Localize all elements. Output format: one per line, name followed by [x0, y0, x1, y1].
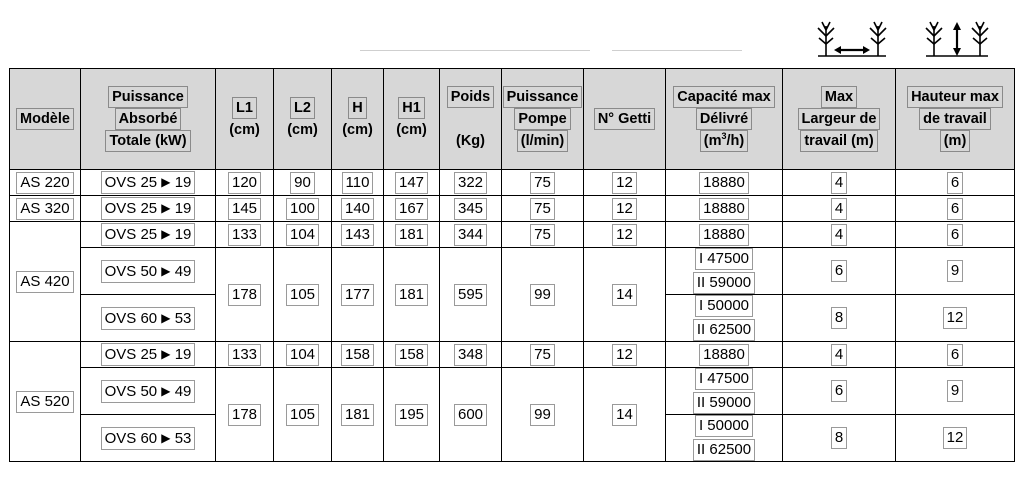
tree-height-icon [922, 18, 996, 58]
header-capacite: Capacité max Délivré $(m^3/h)$ [666, 69, 783, 170]
header-row [10, 69, 1015, 170]
header-hauteur: Hauteur max de travail (m) [896, 69, 1015, 170]
tree-width-icon [814, 18, 894, 58]
header-getti: N° Getti [584, 69, 666, 170]
model-name: AS 320 [16, 198, 73, 220]
faint-line [612, 22, 742, 51]
model-name: AS 520 [16, 391, 73, 413]
header-l1: L1 (cm) [216, 69, 274, 170]
table-row: AS 220 OVS 25 ▶ 19 120 90 110 147 322 75 12 18880 4 6 [10, 170, 1015, 196]
header-poids: Poids (Kg) [440, 69, 502, 170]
top-header-area [0, 0, 1024, 68]
specifications-table: Modèle Puissance Absorbé Totale (kW) L1 (cm) L2 (cm) H (cm) H1 (cm) Poids (Kg) Puissance Pompe (l/min) N° Getti Capacité max Délivré $(m^3/h)$ Max Largeur de travail (m) Hauteur max de travail (m) AS 220 OVS 25 ▶ 19 120 90 110 147 322 75 12 18880 4 6 AS 320 OVS 25 ▶ 19 145 100 140 167 345 75 12 18880 4 6 AS 420 OVS 25 ▶ 19 133 104 143 181 344 75 12 18880 4 6 OVS 50 ▶ 49 178 105 177 181 595 99 14 I 47500 II 59000 6 9 OVS 60 ▶ 53 I 50000 II 62500 8 12 AS 520 OVS 25 ▶ 19 133 104 158 158 348 75 12 18880 4 6 OVS 50 ▶ 49 178 105 181 195 600 99 14 I 47500 II 59000 6 9 OVS 60 ▶ 53 I 50000 II 62500 8 12 [9, 68, 1015, 462]
header-l2: L2 (cm) [274, 69, 332, 170]
header-pompe: Puissance Pompe (l/min) [502, 69, 584, 170]
faint-line [360, 14, 590, 51]
header-largeur: Max Largeur de travail (m) [783, 69, 896, 170]
model-name: AS 420 [16, 271, 73, 293]
table-row: AS 520 OVS 25 ▶ 19 133 104 158 158 348 75 12 18880 4 6 [10, 342, 1015, 368]
header-modele: Modèle [10, 69, 81, 170]
table-row: AS 320 OVS 25 ▶ 19 145 100 140 167 345 75 12 18880 4 6 [10, 196, 1015, 222]
header-h1: H1 (cm) [384, 69, 440, 170]
table-row: AS 420 OVS 25 ▶ 19 133 104 143 181 344 75 12 18880 4 6 [10, 222, 1015, 248]
header-puissance: Puissance Absorbé Totale (kW) [81, 69, 216, 170]
header-h: H (cm) [332, 69, 384, 170]
model-name: AS 220 [16, 172, 73, 194]
